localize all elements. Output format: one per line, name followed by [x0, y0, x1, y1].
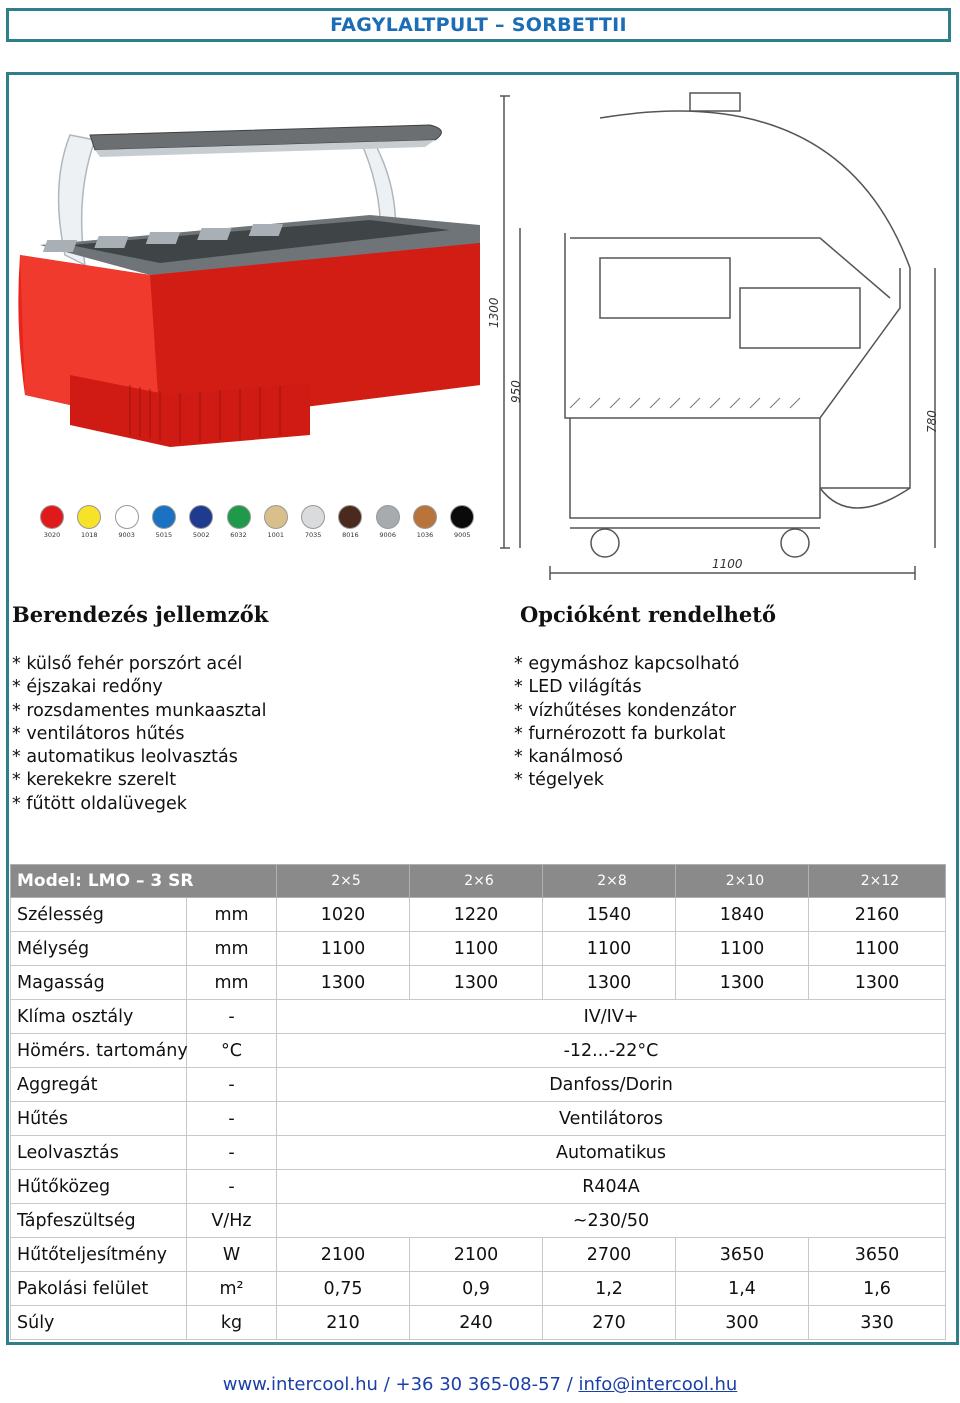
table-row	[11, 966, 946, 1000]
color-swatch	[450, 505, 474, 529]
cell-value: 240	[410, 1306, 543, 1340]
separator: /	[377, 1374, 396, 1395]
color-swatch	[189, 505, 213, 529]
option-item: * LED világítás	[514, 677, 642, 698]
row-unit: mm	[187, 898, 277, 932]
website-link[interactable]: www.intercool.hu	[222, 1374, 378, 1395]
separator: /	[560, 1374, 579, 1395]
row-label: Leolvasztás	[11, 1136, 187, 1170]
option-item: * tégelyek	[514, 770, 604, 791]
features-heading: Berendezés jellemzők	[12, 602, 269, 627]
row-unit: kg	[187, 1306, 277, 1340]
merged-value: -12...-22°C	[277, 1034, 946, 1068]
model-label: Model: LMO – 3 SR	[11, 865, 277, 898]
swatch-code: 6032	[230, 531, 247, 539]
title-banner	[6, 8, 951, 42]
table-row	[11, 932, 946, 966]
table-row	[11, 1306, 946, 1340]
cell-value: 1300	[277, 966, 410, 1000]
option-item: * vízhűtéses kondenzátor	[514, 700, 737, 721]
table-row	[11, 1000, 946, 1034]
merged-value: Ventilátoros	[277, 1102, 946, 1136]
swatch-code: 1001	[267, 531, 285, 539]
swatch-code: 8016	[342, 531, 359, 539]
color-swatch	[115, 505, 139, 529]
option-item: * egymáshoz kapcsolható	[514, 654, 740, 674]
table-row	[11, 1272, 946, 1306]
swatch-code: 1018	[81, 531, 98, 539]
feature-item: * rozsdamentes munkaasztal	[12, 700, 267, 721]
spec-table	[10, 864, 946, 1340]
merged-value: ~230/50	[277, 1204, 946, 1238]
cell-value: 1,6	[809, 1272, 946, 1306]
table-row	[11, 1238, 946, 1272]
color-swatch	[77, 505, 101, 529]
row-label: Aggregát	[11, 1068, 187, 1102]
color-swatch	[40, 505, 64, 529]
cell-value: 300	[676, 1306, 809, 1340]
feature-item: * automatikus leolvasztás	[12, 747, 238, 768]
email-link[interactable]: info@intercool.hu	[578, 1374, 738, 1395]
cell-value: 3650	[676, 1238, 809, 1272]
cell-value: 210	[277, 1306, 410, 1340]
cell-value: 1220	[410, 898, 543, 932]
cell-value: 2160	[809, 898, 946, 932]
option-item: * furnérozott fa burkolat	[514, 723, 726, 744]
table-row	[11, 1170, 946, 1204]
cell-value: 330	[809, 1306, 946, 1340]
dim-depth: 1100	[712, 557, 743, 571]
cell-value: 1020	[277, 898, 410, 932]
swatch-code: 7035	[304, 531, 322, 539]
cell-value: 3650	[809, 1238, 946, 1272]
color-swatch	[413, 505, 437, 529]
row-unit: V/Hz	[187, 1204, 277, 1238]
column-header: 2×6	[410, 865, 543, 898]
color-swatch	[152, 505, 176, 529]
row-label: Súly	[11, 1306, 187, 1340]
row-label: Klíma osztály	[11, 1000, 187, 1034]
swatch-code: 3020	[43, 531, 61, 539]
dim-height-right: 780	[925, 410, 939, 433]
cell-value: 0,75	[277, 1272, 410, 1306]
row-label: Pakolási felület	[11, 1272, 187, 1306]
table-row	[11, 1034, 946, 1068]
row-unit: -	[187, 1000, 277, 1034]
color-swatch	[227, 505, 251, 529]
page-title: FAGYLALTPULT – SORBETTII	[330, 14, 627, 36]
cell-value: 1100	[543, 932, 676, 966]
row-label: Mélység	[11, 932, 187, 966]
row-label: Magasság	[11, 966, 187, 1000]
features-list	[12, 653, 266, 816]
cell-value: 1100	[676, 932, 809, 966]
row-unit: -	[187, 1102, 277, 1136]
technical-drawing	[487, 88, 952, 583]
table-row	[11, 1068, 946, 1102]
feature-item: * külső fehér porszórt acél	[12, 654, 243, 674]
row-label: Hűtőteljesítmény	[11, 1238, 187, 1272]
cell-value: 1300	[410, 966, 543, 1000]
cell-value: 2100	[277, 1238, 410, 1272]
cell-value: 1300	[809, 966, 946, 1000]
row-label: Szélesség	[11, 898, 187, 932]
color-swatch	[376, 505, 400, 529]
dim-height-total: 1300	[487, 297, 501, 328]
table-row	[11, 1136, 946, 1170]
column-header: 2×8	[543, 865, 676, 898]
cell-value: 0,9	[410, 1272, 543, 1306]
row-unit: mm	[187, 966, 277, 1000]
table-header-row	[11, 865, 946, 898]
swatch-code: 9006	[379, 531, 396, 539]
phone-number: +36 30 365-08-57	[395, 1374, 561, 1395]
cell-value: 1540	[543, 898, 676, 932]
cell-value: 270	[543, 1306, 676, 1340]
table-row	[11, 1204, 946, 1238]
merged-value: Automatikus	[277, 1136, 946, 1170]
feature-item: * ventilátoros hűtés	[12, 723, 185, 744]
options-heading: Opcióként rendelhető	[520, 602, 776, 627]
color-swatch	[338, 505, 362, 529]
cell-value: 2100	[410, 1238, 543, 1272]
cell-value: 1,4	[676, 1272, 809, 1306]
feature-item: * fűtött oldalüvegek	[12, 793, 187, 814]
cell-value: 1840	[676, 898, 809, 932]
dim-height-counter: 950	[509, 380, 523, 403]
cell-value: 1300	[676, 966, 809, 1000]
product-image	[10, 95, 490, 465]
color-swatch	[264, 505, 288, 529]
merged-value: IV/IV+	[277, 1000, 946, 1034]
cell-value: 1300	[543, 966, 676, 1000]
options-list	[514, 653, 739, 793]
table-row	[11, 898, 946, 932]
row-unit: -	[187, 1136, 277, 1170]
cell-value: 1,2	[543, 1272, 676, 1306]
row-label: Tápfeszültség	[11, 1204, 187, 1238]
color-swatch	[301, 505, 325, 529]
cell-value: 2700	[543, 1238, 676, 1272]
row-unit: W	[187, 1238, 277, 1272]
row-unit: m²	[187, 1272, 277, 1306]
option-item: * kanálmosó	[514, 747, 624, 768]
row-label: Hömérs. tartomány	[11, 1034, 187, 1068]
swatch-code: 9005	[454, 531, 471, 539]
swatch-code: 9003	[118, 531, 135, 539]
footer-contact	[0, 1374, 960, 1395]
merged-value: Danfoss/Dorin	[277, 1068, 946, 1102]
row-label: Hűtőközeg	[11, 1170, 187, 1204]
cell-value: 1100	[809, 932, 946, 966]
swatch-code: 5002	[192, 531, 210, 539]
color-swatches	[40, 505, 480, 545]
table-row	[11, 1102, 946, 1136]
column-header: 2×5	[277, 865, 410, 898]
cell-value: 1100	[277, 932, 410, 966]
feature-item: * éjszakai redőny	[12, 677, 163, 698]
column-header: 2×12	[809, 865, 946, 898]
feature-item: * kerekekre szerelt	[12, 770, 177, 791]
row-label: Hűtés	[11, 1102, 187, 1136]
swatch-code: 5015	[155, 531, 173, 539]
row-unit: mm	[187, 932, 277, 966]
row-unit: -	[187, 1170, 277, 1204]
swatch-code: 1036	[416, 531, 434, 539]
column-header: 2×10	[676, 865, 809, 898]
row-unit: -	[187, 1068, 277, 1102]
cell-value: 1100	[410, 932, 543, 966]
merged-value: R404A	[277, 1170, 946, 1204]
row-unit: °C	[187, 1034, 277, 1068]
